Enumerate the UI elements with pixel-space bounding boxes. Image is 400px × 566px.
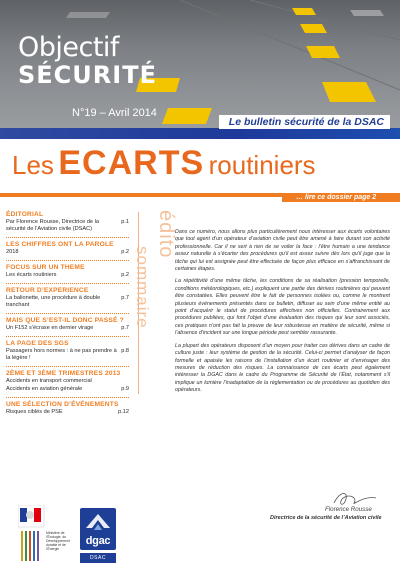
toc-item-title: Risques ciblés de PSE bbox=[6, 409, 63, 415]
magazine-title-line2: SÉCURITÉ bbox=[18, 61, 157, 89]
edito-paragraph: La plupart des opérateurs disposent d’un moyen pour traiter ces dérives dans un cadre de culture juste : leur système de gestion de la sécurité. Celui-ci permet d’analyser de façon formelle et apaisée les raisons de l’installation d’un écart routinier et d’envisager des mesures de réduction des risques. La connaissance de ces écarts peut également intéresser la DGAC dans le cadre du Programme de Sécurité de l’État, notamment s’il implique un lumière l’inadaptation de la réglementation ou de procédures au quotidien des opérateurs. bbox=[175, 342, 390, 394]
vertical-labels bbox=[130, 206, 177, 406]
toc-item-page: p.1 bbox=[121, 219, 129, 225]
toc-item-page: p.7 bbox=[121, 325, 129, 331]
toc-item-title: La balionette, une procédure à double tranchant bbox=[6, 295, 101, 308]
toc-section bbox=[6, 260, 129, 283]
toc-item-title: Passagers hors normes : à ne pas prendre à la légère ! bbox=[6, 348, 117, 361]
toc-item[interactable] bbox=[6, 295, 129, 309]
headline-strong: ECARTS bbox=[58, 144, 205, 182]
toc-heading: 2ÈME ET 3ÈME TRIMESTRES 2013 bbox=[6, 370, 121, 377]
dgac-subtitle: DSAC bbox=[80, 553, 116, 563]
toc-item-page: p.2 bbox=[121, 249, 129, 255]
toc-heading: RETOUR D’EXPERIENCE bbox=[6, 287, 89, 294]
toc-heading: LA PAGE DES SGS bbox=[6, 340, 69, 347]
headline-suffix: routiniers bbox=[208, 150, 316, 180]
toc-item[interactable] bbox=[6, 249, 129, 256]
edito-label: édito bbox=[155, 210, 177, 259]
toc-item[interactable] bbox=[6, 348, 129, 362]
toc-heading: FOCUS SUR UN THEME bbox=[6, 264, 85, 271]
toc-item[interactable] bbox=[6, 386, 129, 393]
toc-item-title: Un F152 s’écrase en dernier virage bbox=[6, 325, 94, 331]
cover-photo-runway bbox=[0, 0, 400, 128]
toc-heading: ÉDITORIAL bbox=[6, 211, 44, 218]
edito-paragraph: Dans ce numéro, nous allons plus particulièrement nous intéresser aux écarts volontaires que tout agent d’un opérateur d’aviation civile peut être amené à faire durant son activité professionnelle. Car il ne sert à rien de se voiler la face : l’être humain a une tendance assez naturelle à s’écarter des procédures qu’il est assez suivre dès lors qu’il juge que la tâche qui lui est assignée peut être effectuée de façon plus efficace en s’affranchissant de certaines étapes. bbox=[175, 229, 390, 273]
ministry-label: Ministère de l’Écologie, du Développement durable et de l’Énergie bbox=[46, 531, 70, 551]
dgac-plane-icon bbox=[80, 508, 116, 536]
toc-section bbox=[6, 283, 129, 313]
toc-heading: LES CHIFFRES ONT LA PAROLE bbox=[6, 241, 114, 248]
dgac-wordmark: dgac bbox=[85, 535, 111, 547]
toc-heading: MAIS QUE S’EST-IL DONC PASSÉ ? bbox=[6, 317, 124, 324]
toc-item-page: p.12 bbox=[118, 409, 129, 415]
signature-role: Directrice de la sécurité de l’Aviation civile bbox=[270, 515, 382, 521]
toc-item-page: p.7 bbox=[121, 295, 129, 301]
magazine-title bbox=[18, 34, 157, 87]
toc-item-title: Accidents en transport commercial bbox=[6, 378, 92, 384]
toc-item-title: Les écarts routiniers bbox=[6, 272, 57, 278]
headline-prefix: Les bbox=[12, 150, 54, 180]
toc-item-title: Par Florence Rousse, Directrice de la sécurité de l’Aviation civile (DSAC) bbox=[6, 219, 99, 232]
edito-paragraph: La répétitivité d’une même tâche, les conditions de sa réalisation (pression temporelle, conditions météorologiques, etc.) expliquent une partie des dérives routinières qui peuvent être constatées. Elles peuvent être le fait de personnes isolées ou, comme le montrent plusieurs événements présentés dans ce bulletin, diffuser au sein d’une même entité au point d’acquérir le statut de procédures affectives non officielles. Contrairement aux procédures publiées, qui font l’objet d’une évaluation des risques qui leur sont associés, ces pratiques n’ont pas fait la preuve de leur robustesse en matière de sécurité, même si l’absence d’incident sur une longue période peut sembler rassurante. bbox=[175, 278, 390, 337]
sommaire-label: sommaire bbox=[133, 246, 152, 329]
toc-heading: UNE SÉLECTION D’ÉVÉNEMENTS bbox=[6, 401, 119, 408]
read-more-link[interactable]: … lire ce dossier page 2 bbox=[282, 193, 400, 202]
cover-headline bbox=[12, 146, 316, 180]
toc-item[interactable] bbox=[6, 272, 129, 279]
toc-section bbox=[6, 336, 129, 366]
toc-section bbox=[6, 237, 129, 260]
table-of-contents bbox=[6, 208, 129, 420]
toc-item[interactable] bbox=[6, 378, 129, 385]
toc-section bbox=[6, 397, 129, 420]
toc-item[interactable] bbox=[6, 219, 129, 233]
bulletin-subtitle: Le bulletin sécurité de la DSAC bbox=[219, 115, 390, 129]
toc-section bbox=[6, 313, 129, 336]
magazine-title-line1: Objectif bbox=[18, 32, 119, 63]
dgac-logo bbox=[80, 508, 116, 564]
toc-item-title: Accidents en aviation générale bbox=[6, 386, 83, 392]
toc-section bbox=[6, 208, 129, 237]
edito-body bbox=[175, 229, 390, 400]
signature-name: Florence Rousse bbox=[325, 506, 372, 513]
toc-item-title: 2018 bbox=[6, 249, 19, 255]
blue-band bbox=[0, 128, 400, 139]
toc-item-page: p.9 bbox=[121, 386, 129, 392]
toc-item-page: p.8 bbox=[121, 348, 129, 354]
toc-item[interactable] bbox=[6, 325, 129, 332]
toc-item[interactable] bbox=[6, 409, 129, 416]
toc-item-page: p.2 bbox=[121, 272, 129, 278]
issue-number: N°19 – Avril 2014 bbox=[72, 107, 157, 119]
toc-section bbox=[6, 366, 129, 397]
